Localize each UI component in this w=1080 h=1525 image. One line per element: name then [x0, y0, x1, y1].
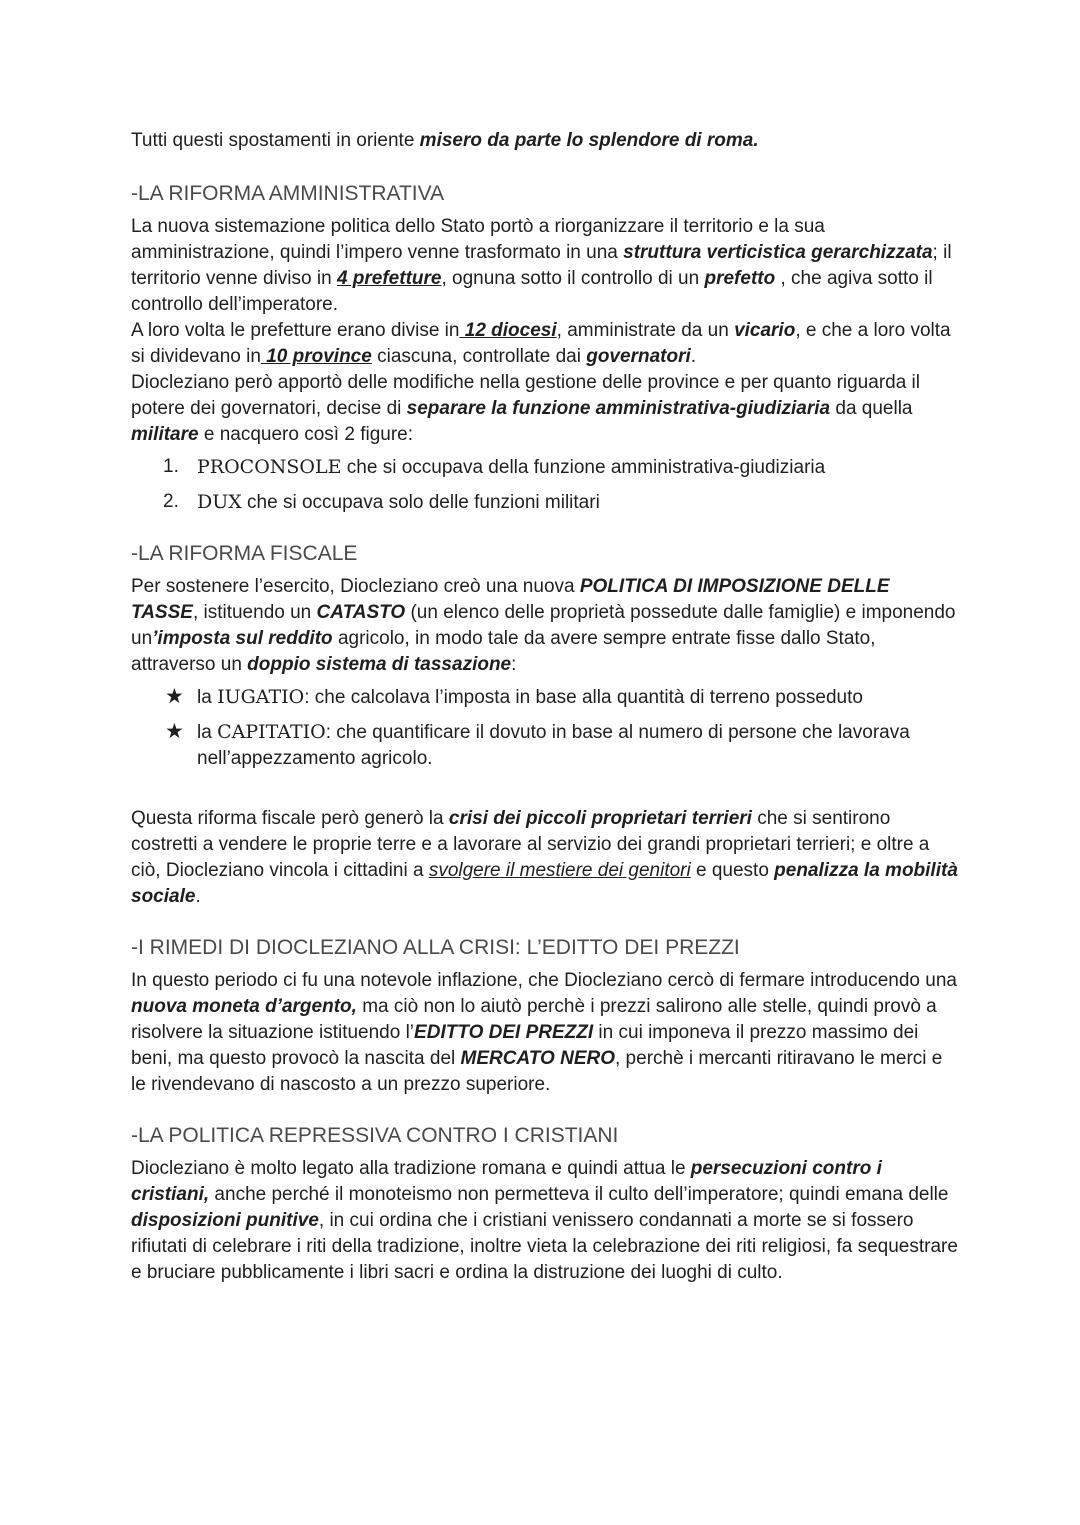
list-term: CAPITATIO	[217, 721, 326, 743]
numbered-list	[131, 454, 960, 516]
list-term: IUGATIO	[217, 686, 305, 708]
text-span: in cui imponeva il prezzo massimo dei beni, ma questo provocò la nascita del	[131, 1022, 919, 1069]
list-term: DUX	[197, 491, 242, 513]
emphasis-text: 4 prefetture	[336, 268, 442, 289]
text-span: e questo	[690, 860, 775, 881]
list-number: 2.	[163, 491, 179, 512]
emphasis-text: POLITICA DI IMPOSIZIONE DELLE TASSE	[131, 576, 890, 623]
paragraph	[131, 574, 960, 678]
text-span: :	[511, 654, 517, 675]
text-span: che si sentirono costretti a vendere le proprie terre e a lavorare al servizio dei grandi proprietari terrieri; e oltre a ciò, Diocleziano vincola i cittadini a	[131, 808, 930, 881]
text-span: .	[690, 346, 697, 367]
text-span: agricolo, in modo tale da avere sempre entrate fisse dallo Stato, attraverso un	[131, 628, 876, 675]
list-item	[131, 684, 960, 711]
paragraph	[131, 318, 960, 370]
emphasis-text: 12 diocesi	[459, 320, 557, 341]
section-heading: -LA RIFORMA AMMINISTRATIVA	[131, 182, 445, 205]
list-text: : che quantificare il dovuto in base al numero di persone che lavorava nell’appezzamento agricolo.	[197, 722, 910, 769]
text-span: , istituendo un	[192, 602, 317, 623]
emphasis-text: nuova moneta d’argento,	[131, 996, 357, 1017]
text-span: Diocleziano è molto legato alla tradizione romana e quindi attua le	[131, 1158, 691, 1179]
emphasis-text: misero da parte lo splendore di roma.	[419, 130, 759, 151]
emphasis-text: MERCATO NERO	[460, 1048, 615, 1069]
star-icon: ★	[165, 685, 184, 708]
section-heading: -I RIMEDI DI DIOCLEZIANO ALLA CRISI: L’EDITTO DEI PREZZI	[131, 936, 740, 959]
emphasis-text: persecuzioni contro i cristiani,	[131, 1158, 882, 1205]
text-span: Per sostenere l’esercito, Diocleziano creò una nuova	[131, 576, 580, 597]
paragraph	[131, 1156, 960, 1286]
text-span: , che agiva sotto il controllo dell’imperatore.	[131, 268, 933, 315]
text-span: , amministrate da un	[556, 320, 735, 341]
list-term: PROCONSOLE	[197, 456, 342, 478]
emphasis-text: ’imposta sul reddito	[152, 628, 333, 649]
emphasis-text: separare la funzione amministrativa-giudiziaria	[406, 398, 831, 419]
text-span: ma ciò non lo aiutò perchè i prezzi salirono alle stelle, quindi provò a risolvere la situazione istituendo l’	[131, 996, 937, 1043]
emphasis-text: crisi dei piccoli proprietari terrieri	[448, 808, 752, 829]
list-item	[131, 454, 960, 481]
text-span: (un elenco delle proprietà possedute dalle famiglie) e imponendo un	[131, 602, 956, 649]
star-list	[131, 684, 960, 772]
section-heading: -LA RIFORMA FISCALE	[131, 542, 358, 565]
emphasis-text: EDITTO DEI PREZZI	[414, 1022, 594, 1043]
text-span: Tutti questi spostamenti in oriente	[131, 130, 420, 151]
text-span: , ognuna sotto il controllo di un	[441, 268, 705, 289]
text-span: ciascuna, controllate dai	[371, 346, 587, 367]
section-editto-prezzi	[131, 934, 960, 1098]
section-riforma-fiscale	[131, 540, 960, 910]
emphasis-text: struttura verticistica gerarchizzata	[623, 242, 933, 263]
section-riforma-amministrativa	[131, 180, 960, 516]
list-text: che si occupava solo delle funzioni militari	[241, 492, 600, 513]
intro-paragraph	[131, 128, 960, 154]
emphasis-text: governatori	[586, 346, 691, 367]
text-span: ; il territorio venne diviso in	[131, 242, 952, 289]
spacer	[131, 780, 960, 806]
underlined-text: svolgere il mestiere dei genitori	[428, 860, 691, 881]
paragraph	[131, 214, 960, 318]
list-item	[131, 719, 960, 772]
section-heading: -LA POLITICA REPRESSIVA CONTRO I CRISTIANI	[131, 1124, 619, 1147]
text-span: , perchè i mercanti ritiravano le merci e le rivendevano di nascosto a un prezzo superiore.	[131, 1048, 943, 1095]
emphasis-text: militare	[131, 424, 199, 445]
text-span: da quella	[830, 398, 913, 419]
text-span: .	[195, 886, 201, 907]
text-span: e nacquero così 2 figure:	[198, 424, 414, 445]
emphasis-text: CATASTO	[316, 602, 406, 623]
paragraph	[131, 370, 960, 448]
emphasis-text: prefetto	[704, 268, 776, 289]
text-span: , in cui ordina che i cristiani venissero condannati a morte se si fossero rifiutati di celebrare i riti della tradizione, inoltre vieta la celebrazione dei riti religiosi, fa sequestrare e bruciare pubblicamente i libri sacri e ordina la distruzione dei luoghi di culto.	[131, 1210, 958, 1283]
list-item	[131, 489, 960, 516]
text-span: anche perché il monoteismo non permetteva il culto dell’imperatore; quindi emana delle	[209, 1184, 949, 1205]
star-icon: ★	[165, 720, 184, 743]
list-number: 1.	[163, 456, 179, 477]
text-span: A loro volta le prefetture erano divise in	[131, 320, 460, 341]
emphasis-text: 10 province	[260, 346, 372, 367]
emphasis-text: vicario	[734, 320, 796, 341]
text-span: , e che a loro volta si dividevano in	[131, 320, 951, 367]
section-politica-repressiva	[131, 1122, 960, 1286]
emphasis-text: doppio sistema di tassazione	[247, 654, 512, 675]
text-span: Questa riforma fiscale però generò la	[131, 808, 449, 829]
list-prefix: la	[197, 722, 218, 743]
text-span: Diocleziano però apportò delle modifiche nella gestione delle province e per quanto riguarda il potere dei governatori, decise di	[131, 372, 921, 419]
text-span: La nuova sistemazione politica dello Stato portò a riorganizzare il territorio e la sua amministrazione, quindi l’impero venne trasformato in una	[131, 216, 825, 263]
paragraph	[131, 806, 960, 910]
emphasis-text: disposizioni punitive	[131, 1210, 319, 1231]
emphasis-text: penalizza la mobilità sociale	[131, 860, 958, 907]
list-text: che si occupava della funzione amministrativa-giudiziaria	[341, 457, 826, 478]
text-span: In questo periodo ci fu una notevole inflazione, che Diocleziano cercò di fermare introducendo una	[131, 970, 957, 991]
list-prefix: la	[197, 687, 218, 708]
list-text: : che calcolava l’imposta in base alla quantità di terreno posseduto	[304, 687, 863, 708]
paragraph	[131, 968, 960, 1098]
